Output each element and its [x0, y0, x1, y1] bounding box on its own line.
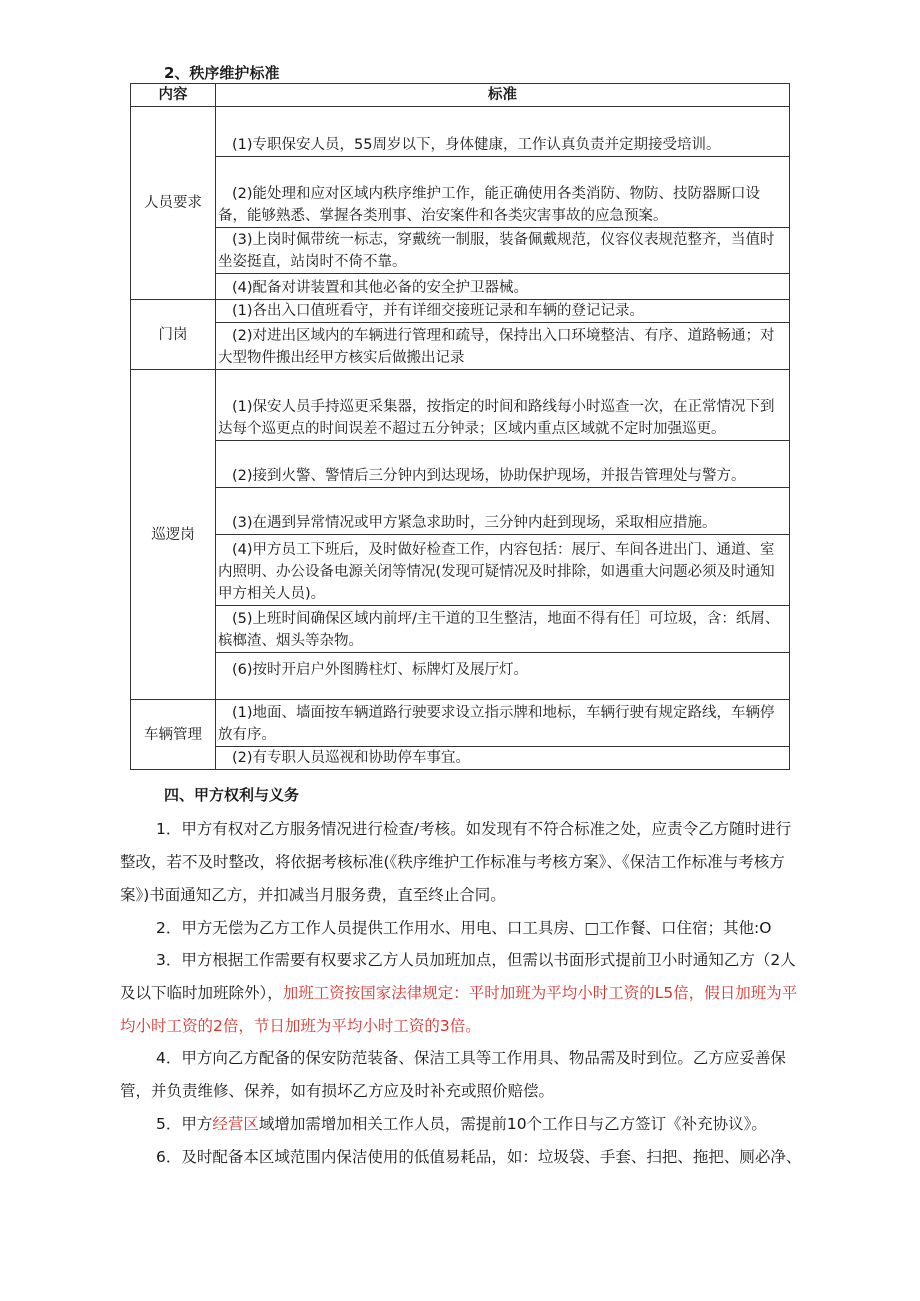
header-content: 内容: [131, 84, 216, 107]
table-row: [131, 653, 790, 700]
table-row: [131, 274, 790, 300]
table-row: [131, 107, 790, 157]
table-row: [131, 300, 790, 323]
paragraph-2: 2．甲方无偿为乙方工作人员提供工作用水、用电、口工具房、□工作餐、口住宿；其他:O: [156, 919, 772, 937]
paragraph-3-text: 3．甲方根据工作需要有权要求乙方人员加班加点，但需以书面形式提前卫小时通知乙方（2人及以下临时加班除外），: [120, 951, 796, 1002]
standard-item: (4)配备对讲装置和其他必备的安全护卫器械。: [216, 274, 790, 300]
standard-item: (2)接到火警、警情后三分钟内到达现场，协助保护现场，并报告管理处与警方。: [216, 441, 790, 488]
table-row: [131, 606, 790, 653]
paragraph-3-highlight: 加班工资按国家法律规定：平时加班为平均小时工资的L5倍，假日加班为平均小时工资的2倍，节日加班为平均小时工资的3倍。: [120, 984, 798, 1035]
table-row: [131, 157, 790, 228]
category-cell: 巡逻岗: [131, 370, 216, 700]
table-header-row: [131, 84, 790, 107]
standard-item: (1)各出入口值班看守，并有详细交接班记录和车辆的登记记录。: [216, 300, 790, 323]
header-standard: 标准: [216, 84, 790, 107]
standard-item: (2)能处理和应对区域内秩序维护工作，能正确使用各类消防、物防、技防器厮口设备，能够熟悉、掌握各类刑事、治安案件和各类灾害事故的应急预案。: [216, 157, 790, 228]
table-row: [131, 700, 790, 747]
paragraph-5-text-a: 5．甲方: [156, 1115, 213, 1133]
table-row: [131, 441, 790, 488]
paragraph-5-text-c: 域增加需增加相关工作人员，需提前10个工作日与乙方签订《补充协议》。: [258, 1115, 767, 1133]
standard-item: (2)对进出区域内的车辆进行管理和疏导，保持出入口环境整洁、有序、道路畅通；对大型物件搬出经甲方核实后做搬出记录: [216, 323, 790, 370]
table-row: [131, 535, 790, 606]
standard-item: (2)有专职人员巡视和协助停车事宜。: [216, 747, 790, 770]
paragraph-1: 1．甲方有权对乙方服务情况进行检查/考核。如发现有不符合标准之处，应责令乙方随时进行整改，若不及时整改，将依据考核标准(《秩序维护工作标准与考核方案》、《保洁工作标准与考核方案》)书面通知乙方，并扣减当月服务费，直至终止合同。: [120, 820, 792, 904]
standard-item: (1)保安人员手持巡更采集器，按指定的时间和路线每小时巡查一次，在正常情况下到达每个巡更点的时间误差不超过五分钟录；区域内重点区域就不定时加强巡更。: [216, 370, 790, 441]
paragraph-3: [120, 944, 806, 1043]
category-cell: 人员要求: [131, 107, 216, 300]
table-row: [131, 370, 790, 441]
standard-item: (1)地面、墙面按车辆道路行驶要求设立指示牌和地标，车辆行驶有规定路线，车辆停放有序。: [216, 700, 790, 747]
table-row: [131, 747, 790, 770]
table-row: [131, 488, 790, 535]
category-cell: 门岗: [131, 300, 216, 370]
standard-item: (3)上岗时佩带统一标志，穿戴统一制服，装备佩戴规范，仪容仪表规范整齐，当值时坐姿挺直，站岗时不倚不靠。: [216, 228, 790, 274]
section-title: 2、秩序维护标准: [164, 64, 280, 82]
section-heading: 四、甲方权利与义务: [164, 786, 300, 804]
category-cell: 车辆管理: [131, 700, 216, 770]
standards-table: [130, 83, 790, 770]
table-row: [131, 323, 790, 370]
table-row: [131, 228, 790, 274]
standard-item: (4)甲方员工下班后，及时做好检查工作，内容包括：展厅、车间各进出门、通道、室内照明、办公设备电源关闭等情况(发现可疑情况及时排除，如遇重大问题必须及时通知甲方相关人员)。: [216, 535, 790, 606]
standard-item: (1)专职保安人员，55周岁以下，身体健康，工作认真负责并定期接受培训。: [216, 107, 790, 157]
standard-item: (3)在遇到异常情况或甲方紧急求助时，三分钟内赶到现场，采取相应措施。: [216, 488, 790, 535]
standard-item: (5)上班时间确保区域内前坪/主干道的卫生整洁，地面不得有任］可垃圾，含：纸屑、槟榔渣、烟头等杂物。: [216, 606, 790, 653]
paragraph-4: 4．甲方向乙方配备的保安防范装备、保洁工具等工作用具、物品需及时到位。乙方应妥善保管，并负责维修、保养，如有损坏乙方应及时补充或照价赔偿。: [120, 1049, 786, 1100]
paragraph-5-highlight: 经营区: [212, 1115, 259, 1133]
paragraph-5: [120, 1108, 806, 1141]
paragraph-6: 6．及时配备本区域范围内保洁使用的低值易耗品，如：垃圾袋、手套、扫把、拖把、厕必净、: [156, 1148, 802, 1166]
standard-item: (6)按时开启户外图腾柱灯、标牌灯及展厅灯。: [216, 653, 790, 700]
